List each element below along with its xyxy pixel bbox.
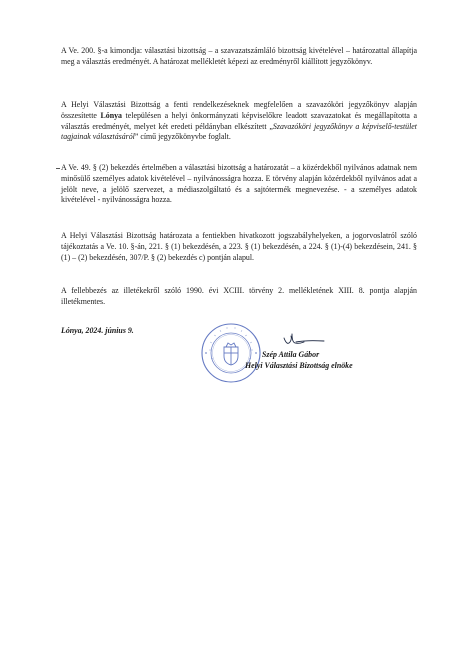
paragraph-fee-exemption: A fellebbezés az illetékekről szóló 1990. évi XCIII. törvény 2. mellékletének XIII. 8. pontja alapján illetékmentes.: [61, 286, 417, 306]
settlement-name: Lónya: [100, 110, 122, 120]
document-date: Lónya, 2024. június 9.: [61, 326, 134, 335]
paragraph-election-result: [61, 46, 417, 68]
paragraph-text: A Ve. 200. §-a kimondja: választási bizottság – a szavazatszámláló bizottság kivételével – határozattal állapítja meg a választás eredményét. A határozat mellékletét képezi az eredményről kiállított jegyzőkönyv.: [61, 46, 417, 66]
signer-role: Helyi Választási Bizottság elnöke: [245, 361, 353, 370]
paragraph-text-before: A Helyi Választási Bizottság a fenti rendelkezéseknek megfelelően a szavazóköri jegyzőkönyv alapján összesítette: [61, 100, 417, 120]
signer-name: Szép Attila Gábor: [262, 350, 320, 359]
handwritten-signature: [282, 330, 328, 350]
margin-mark: [56, 168, 60, 169]
paragraph-legal-basis: A Helyi Választási Bizottság határozata a fentiekben hivatkozott jogszabályhelyeken, a jogorvoslatról szóló tájékoztatás a Ve. 10. §-án, 221. § (1) bekezdésén, a 223. § (1) bekezdésén, a 224. § (1)-(4) bekezdésein, 241. § (1) – (2) bekezdésén, 307/P. § (2) bekezdés c) pontján alapul.: [61, 231, 417, 262]
paragraph-text-middle: településen a helyi önkormányzati képviselőkre leadott szavazatokat és megállapította a választás eredményét, melyet két eredeti példányban elkészített „: [61, 110, 417, 131]
official-stamp: [200, 322, 262, 384]
paragraph-text-after: ” című jegyzőkönyvbe foglalt.: [134, 132, 231, 142]
protocol-title: Szavazóköri jegyzőkönyv a képviselő-testület tagjainak választásáról: [61, 121, 417, 142]
paragraph-summary: [61, 100, 417, 143]
paragraph-publicity: A Ve. 49. § (2) bekezdés értelmében a választási bizottság a határozatát – a közérdekből nyilvános adatnak nem minősülő személyes adatok kivételével – nyilvánosságra hozza. E törvény alapján közérdekből nyilvános adat a jelölt neve, a jelölő szervezet, a médiaszolgáltató és a sajtótermék megnevezése. - a személyes adatok kivételével - nyilvánosságra hozza.: [61, 163, 417, 205]
